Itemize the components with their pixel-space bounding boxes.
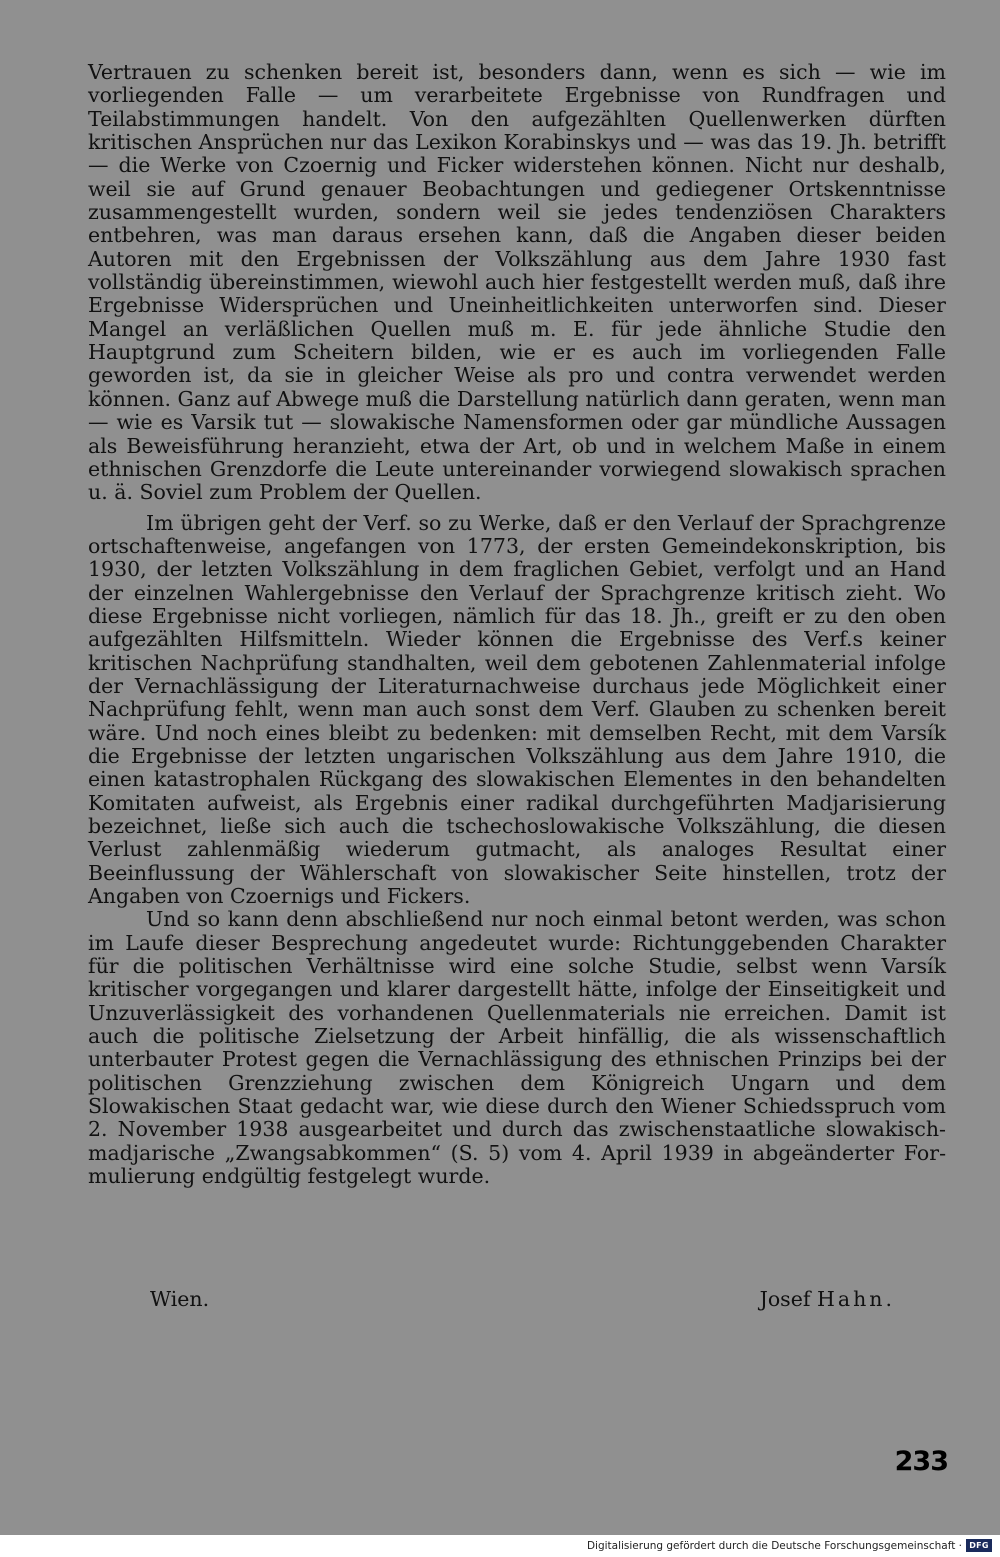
paragraph-1: Vertrauen zu schenken bereit ist, besonders dann, wenn es sich — wie im vorliegenden Falle — um verarbeitete Ergebnisse von Rundfragen und Teilabstimmungen handelt. Von den aufgezählten Quellenwerken dürften kritischen Ansprüchen nur das Lexikon Korabinskys und — was das 19. Jh. betrifft — die Werke von Czoernig und Ficker widerstehen können. Nicht nur deshalb, weil sie auf Grund genauer Beobachtungen und gediegener Ortskenntnisse zusammengestellt wurden, sondern weil sie jedes tendenziösen Charakters entbehren, was man daraus ersehen kann, daß die Angaben dieser beiden Autoren mit den Ergebnissen der Volkszählung aus dem Jahre 1930 fast vollständig übereinstimmen, wiewohl auch hier festgestellt werden muß, daß ihre Ergebnisse Widersprüchen und Uneinheitlichkeiten unterworfen sind. Dieser Mangel an verläßlichen Quellen muß m. E. für jede ähnliche Studie den Hauptgrund zum Scheitern bilden, wie er es auch im vorliegenden Falle geworden ist, da sie in gleicher Weise als pro und contra verwendet werden können. Ganz auf Abwege muß die Darstellung natürlich dann geraten, wenn man — wie es Varsik tut — slowakische Namensformen oder gar mündliche Aussagen als Beweisführung heranzieht, etwa der Art, ob und in welchem Maße in einem ethnischen Grenzdorfe die Leute untereinander vorwiegend slowakisch sprachen u. ä. Soviel zum Problem der Quellen. bbox=[88, 60, 946, 505]
signature-author bbox=[760, 1287, 895, 1311]
digitization-footer bbox=[0, 1535, 1000, 1557]
signature-line bbox=[150, 1287, 895, 1311]
signature-place: Wien. bbox=[150, 1287, 210, 1311]
paragraph-3: Und so kann denn abschließend nur noch einmal betont werden, was schon im Laufe dieser Besprechung angedeutet wurde: Richtunggebenden Charakter für die politischen Verhältnisse wird eine solche Studie, selbst wenn Varsík kritischer vorgegangen und klarer dargestellt hätte, infolge der Einseitigkeit und Unzuverlässigkeit des vorhandenen Quellenmaterials nie erreichen. Damit ist auch die politische Zielsetzung der Arbeit hinfällig, die als wissenschaftlich unterbauter Protest gegen die Vernachlässigung des ethnischen Prinzips bei der politischen Grenzziehung zwischen dem Königreich Ungarn und dem Slowakischen Staat gedacht war, wie diese durch den Wiener Schiedsspruch vom 2. November 1938 ausgearbeitet und durch das zwischenstaatliche slowakisch-madjarische „Zwangsabkommen“ (S. 5) vom 4. April 1939 in abgeänderter Formulierung endgültig festgelegt wurde. bbox=[88, 907, 946, 1189]
footer-credit: Digitalisierung gefördert durch die Deutsche Forschungsgemeinschaft · bbox=[586, 1540, 962, 1552]
paragraph-2: Im übrigen geht der Verf. so zu Werke, daß er den Verlauf der Sprachgrenze ortschaftenweise, angefangen von 1773, der ersten Gemeindekonskription, bis 1930, der letzten Volkszählung in dem fraglichen Gebiet, verfolgt und an Hand der einzelnen Wahlergebnisse den Verlauf der Sprachgrenze kritisch zieht. Wo diese Ergebnisse nicht vorliegen, nämlich für das 18. Jh., greift er zu den oben aufgezählten Hilfsmitteln. Wieder können die Ergebnisse des Verf.s keiner kritischen Nachprüfung standhalten, weil dem gebotenen Zahlenmaterial infolge der Vernachlässigung der Literaturnachweise durchaus jede Möglichkeit einer Nachprüfung fehlt, wenn man auch sonst dem Verf. Glauben zu schenken bereit wäre. Und noch eines bleibt zu bedenken: mit demselben Recht, mit dem Varsík die Ergebnisse der letzten ungarischen Volkszählung aus dem Jahre 1910, die einen katastrophalen Rückgang des slowakischen Elementes in den behandelten Komitaten aufweist, als Ergebnis einer radikal durchgeführten Madjarisierung bezeichnet, ließe sich auch die tschechoslowakische Volkszählung, die diesen Verlust zahlenmäßig wiederum gutmacht, als analoges Resultat einer Beeinflussung der Wählerschaft von slowakischer Seite hinstellen, trotz der Angaben von Czoernigs und Fickers. bbox=[88, 510, 946, 909]
author-first-name: Josef bbox=[759, 1287, 811, 1311]
body-text bbox=[88, 61, 946, 1189]
page-number: 233 bbox=[894, 1446, 948, 1477]
dfg-logo: DFG bbox=[966, 1539, 992, 1552]
author-last-name: Hahn. bbox=[816, 1287, 895, 1311]
